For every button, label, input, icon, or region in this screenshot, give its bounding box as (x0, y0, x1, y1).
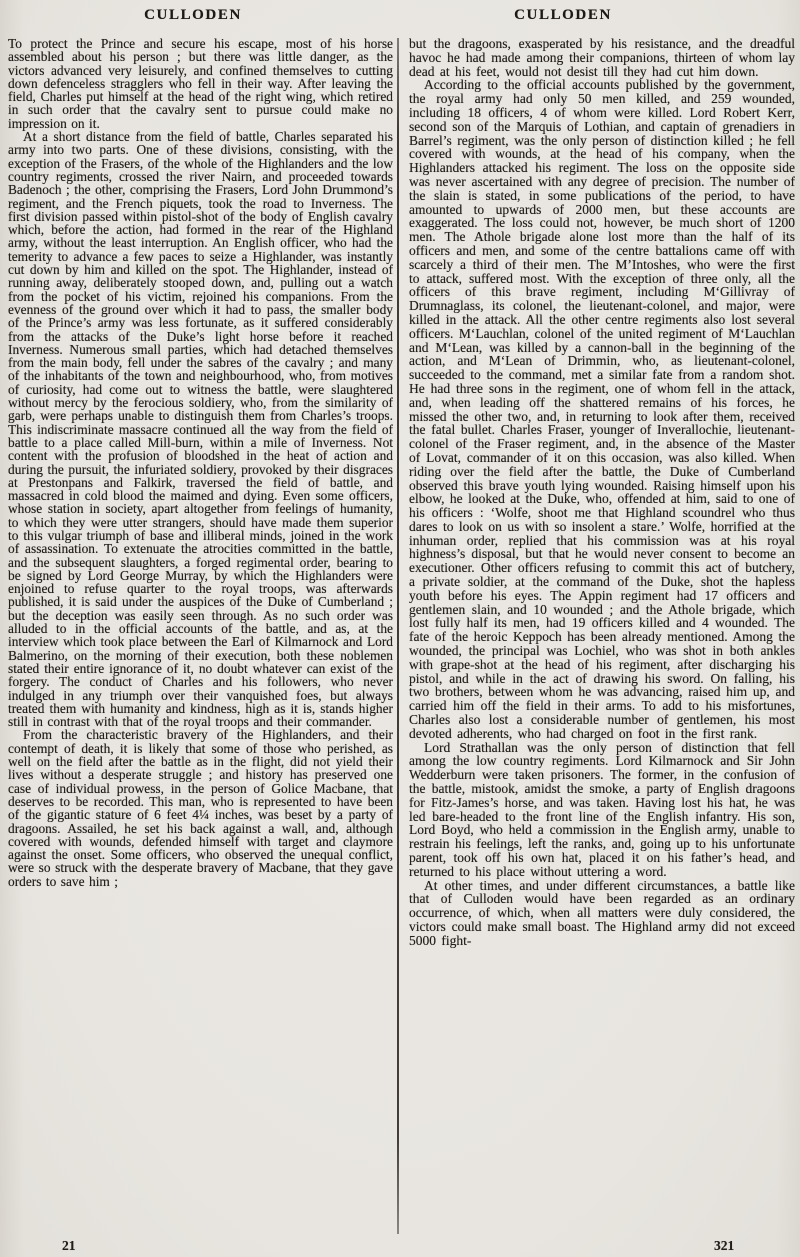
paragraph: but the dragoons, exasperated by his resistance, and the dreadful havoc he had made among their companions, thirteen of whom lay dead at his feet, would not desist till they had cut him down. (409, 37, 795, 79)
running-head-right: CULLODEN (514, 7, 612, 23)
paragraph: At a short distance from the field of battle, Charles separated his army into two parts. One of these divisions, consisting, with the exception of the Frasers, of the whole of the Highlanders and the low country regiments, crossed the river Nairn, and proceeded towards Badenoch ; the other, comprising the Frasers, Lord John Drummond’s regiment, and the French piquets, took the road to Inverness. The first division passed within pistol-shot of the body of English cavalry which, before the action, had formed in the rear of the Highland army, without the least interruption. An English officer, who had the temerity to advance a few paces to seize a Highlander, was instantly cut down by him and killed on the spot. The Highlander, instead of running away, deliberately stooped down, and, pulling out a watch from the pocket of his victim, rejoined his companions. From the evenness of the ground over which it had to pass, the smaller body of the Prince’s army was less fortunate, as it suffered considerably from the attacks of the Duke’s light horse before it reached Inverness. Numerous small parties, which had detached themselves from the main body, fell under the sabres of the cavalry ; and many of the inhabitants of the town and neighbourhood, who, from motives of curiosity, had come out to witness the battle, were slaughtered without mercy by the ferocious soldiery, who, from the similarity of garb, were perhaps unable to distinguish them from Charles’s troops. This indiscriminate massacre continued all the way from the field of battle to a place called Mill-burn, within a mile of Inverness. Not content with the profusion of bloodshed in the heat of action and during the pursuit, the infuriated soldiery, provoked by their disgraces at Prestonpans and Falkirk, traversed the field of battle, and massacred in cold blood the maimed and dying. Even some officers, whose station in society, apart altogether from feelings of humanity, to which they were utter strangers, should have made them superior to this vulgar triumph of base and illiberal minds, joined in the work of assassination. To extenuate the atrocities committed in the battle, and the subsequent slaughters, a forged regimental order, bearing to be signed by Lord George Murray, by which the Highlanders were enjoined to refuse quarter to the royal troops, was afterwards published, it is said under the auspices of the Duke of Cumberland ; but the deception was easily seen through. As no such order was alluded to in the official accounts of the battle, and as, at the interview which took place between the Earl of Kilmarnock and Lord Balmerino, on the morning of their execution, both these noblemen stated their entire ignorance of it, no doubt whatever can exist of the forgery. The conduct of Charles and his followers, who never indulged in any triumph over their vanquished foes, but always treated them with humanity and kindness, high as it is, stands higher still in contrast with that of the royal troops and their commander. (8, 129, 393, 730)
right-column (409, 37, 795, 1241)
page-number-left: 21 (62, 1238, 76, 1253)
page-number-right: 321 (714, 1238, 735, 1253)
paragraph: At other times, and under different circumstances, a battle like that of Culloden would have been regarded as an ordinary occurrence, of which, when all matters were duly considered, the victors could make small boast. The Highland army did not exceed 5000 fight- (409, 877, 795, 948)
paragraph: To protect the Prince and secure his escape, most of his horse assembled about his person ; but there was little danger, as the victors advanced very leisurely, and confined themselves to cutting down defenceless stragglers who fell in their way. After leaving the field, Charles put himself at the head of the right wing, which retired in such order that the cavalry sent to pursue could make no impression on it. (8, 37, 393, 131)
paragraph: According to the official accounts published by the government, the royal army had only 50 men killed, and 259 wounded, including 18 officers, 4 of whom were killed. Lord Robert Kerr, second son of the Marquis of Lothian, and captain of grenadiers in Barrel’s regiment, was the only person of distinction killed ; he fell covered with wounds, at the head of his company, when the Highlanders attacked his regiment. The loss on the opposite side was never ascertained with any degree of precision. The number of the slain is stated, in some publications of the period, to have amounted to upwards of 2000 men, but these accounts are exaggerated. The loss could not, however, be much short of 1200 men. The Athole brigade alone lost more than the half of its officers and men, and some of the centre battalions came off with scarcely a third of their men. The M’Intoshes, who were the first to attack, suffered most. With the exception of three only, all the officers of this brave regiment, including M‘Gillivray of Drumnaglass, its colonel, the lieutenant-colonel, and major, were killed in the attack. All the other centre regiments also lost several officers. M‘Lauchlan, colonel of the united regiment of M‘Lauchlan and M‘Lean, was killed by a cannon-ball in the beginning of the action, and M‘Lean of Drimmin, who, as lieutenant-colonel, succeeded to the command, met a similar fate from a random shot. He had three sons in the regiment, one of whom fell in the attack, and, when leading off the shattered remains of his forces, he missed the other two, and, in returning to look after them, received the fatal bullet. Charles Fraser, younger of Inverallochie, lieutenant-colonel of the Fraser regiment, and, in the absence of the Master of Lovat, commander of it on this occasion, was also killed. When riding over the field after the battle, the Duke of Cumberland observed this brave youth lying wounded. Raising himself upon his elbow, he looked at the Duke, who, offended at him, said to one of his officers : ‘Wolfe, shoot me that Highland scoundrel who thus dares to look on us with so insolent a stare.’ Wolfe, horrified at the inhuman order, replied that his commission was at his royal highness’s disposal, but that he would never consent to become an executioner. Other officers refusing to commit this act of butchery, a private soldier, at the command of the Duke, shot the hapless youth before his eyes. The Appin regiment had 17 officers and gentlemen slain, and 10 wounded ; and the Athole brigade, which lost fully half its men, had 19 officers killed and 4 wounded. The fate of the heroic Keppoch has been already mentioned. Among the wounded, the principal was Lochiel, who was shot in both ankles with grape-shot at the head of his regiment, after discharging his pistol, and while in the act of drawing his sword. On falling, his two brothers, between whom he was advancing, raised him up, and carried him off the field in their arms. To add to his misfortunes, Charles also lost a considerable number of gentlemen, his most devoted adherents, who had charged on foot in the first rank. (409, 77, 795, 741)
running-head-left: CULLODEN (144, 7, 242, 23)
left-column (8, 37, 393, 1241)
paragraph: From the characteristic bravery of the Highlanders, and their contempt of death, it is likely that some of those who perished, as well on the field after the battle as in the flight, did not yield their lives without a desperate struggle ; and history has preserved one case of individual prowess, in the person of Golice Macbane, that deserves to be recorded. This man, who is represented to have been of the gigantic stature of 6 feet 4¼ inches, was beset by a party of dragoons. Assailed, he set his back against a wall, and, although covered with wounds, defended himself with target and claymore against the onset. Some officers, who observed the unequal conflict, were so struck with the desperate bravery of Macbane, that they gave orders to save him ; (8, 727, 393, 889)
column-divider (397, 38, 399, 1234)
paragraph: Lord Strathallan was the only person of distinction that fell among the low country regiments. Lord Kilmarnock and Sir John Wedderburn were taken prisoners. The former, in the confusion of the battle, mistook, amidst the smoke, a party of English dragoons for Fitz-James’s horse, and was taken. Having lost his hat, he was led bare-headed to the front line of the English infantry. His son, Lord Boyd, who held a commission in the English army, unable to restrain his feelings, left the ranks, and, going up to his unfortunate parent, took off his own hat, placed it on his father’s head, and returned to his place without uttering a word. (409, 739, 795, 879)
